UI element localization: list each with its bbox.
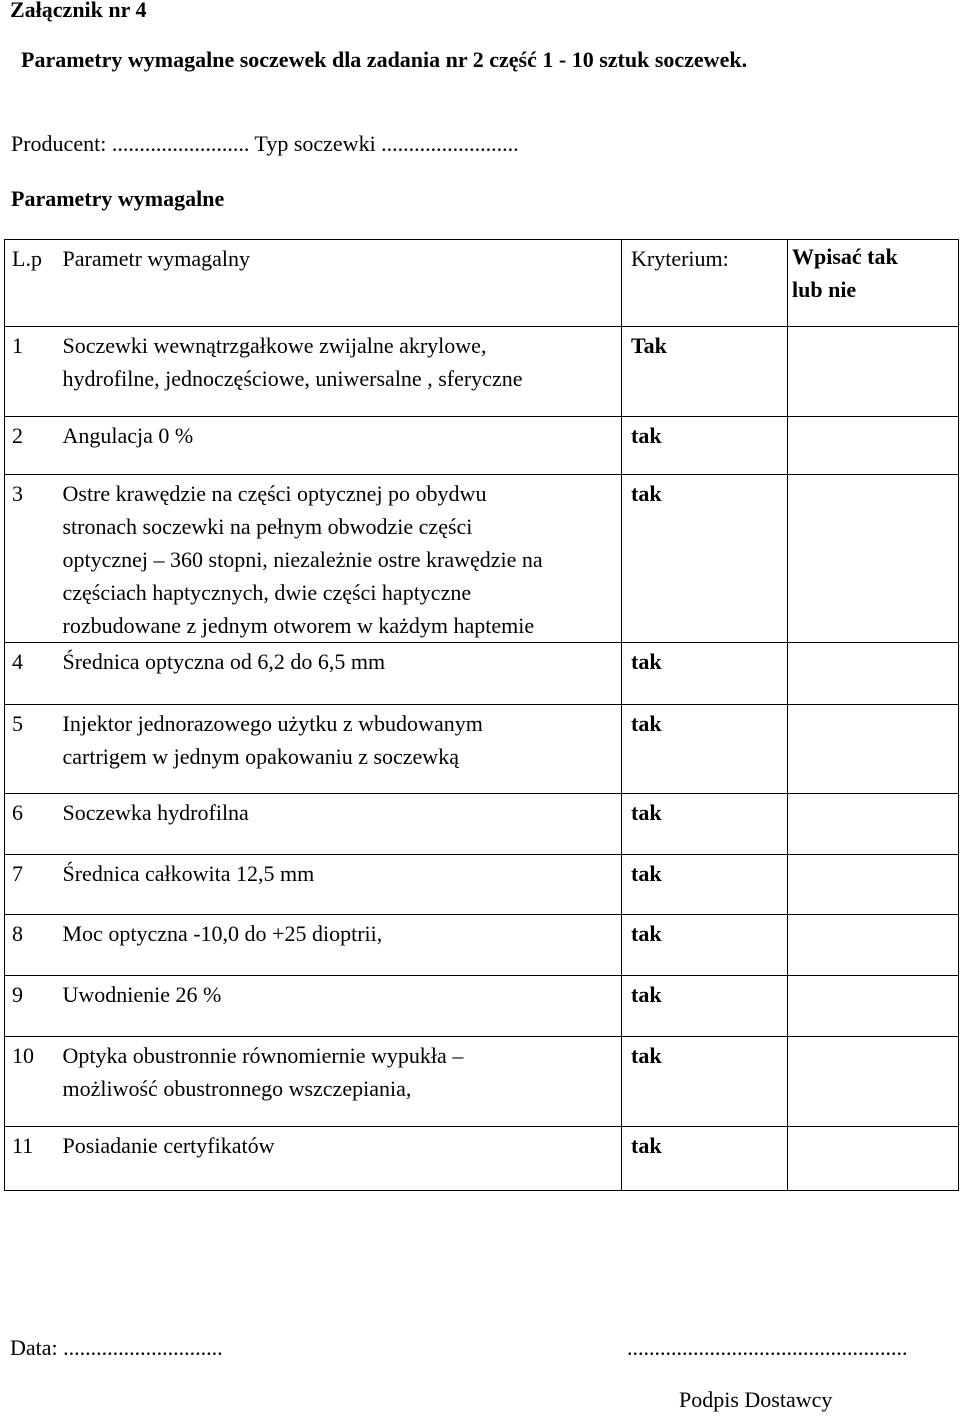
row-parameter — [55, 327, 622, 417]
row-number: 7 — [5, 855, 55, 915]
parameter-text-line: Optyka obustronnie równomiernie wypukła – — [62, 1043, 464, 1068]
parameter-text-line: Moc optyczna -10,0 do +25 dioptrii, — [62, 921, 383, 946]
table-row — [5, 1127, 959, 1191]
parameter-text-line: częściach haptycznych, dwie części haptyczne — [62, 580, 472, 605]
date-field: Data: ............................. — [10, 1335, 223, 1360]
parameters-table — [4, 239, 959, 1191]
parameters-heading: Parametry wymagalne — [11, 186, 225, 211]
row-parameter — [55, 915, 622, 976]
table-row — [5, 417, 959, 475]
row-criterion: tak — [622, 475, 788, 643]
header-criterion: Kryterium: — [622, 240, 788, 327]
row-answer-cell[interactable] — [788, 327, 959, 417]
row-answer-cell[interactable] — [788, 643, 959, 705]
row-criterion: tak — [622, 643, 788, 705]
row-criterion: tak — [622, 1037, 788, 1127]
row-criterion: tak — [622, 417, 788, 475]
row-criterion: tak — [622, 976, 788, 1037]
table-row — [5, 475, 959, 643]
row-answer-cell[interactable] — [788, 1127, 959, 1191]
row-criterion: tak — [622, 705, 788, 794]
header-lp: L.p — [5, 240, 55, 327]
table-row — [5, 915, 959, 976]
parameter-text-line: Uwodnienie 26 % — [62, 982, 222, 1007]
header-input-line2: lub nie — [792, 277, 857, 302]
parameter-text-line: stronach soczewki na pełnym obwodzie części — [62, 514, 473, 539]
row-answer-cell[interactable] — [788, 794, 959, 855]
row-number: 6 — [5, 794, 55, 855]
row-parameter — [55, 705, 622, 794]
row-number: 9 — [5, 976, 55, 1037]
row-number: 2 — [5, 417, 55, 475]
row-number: 4 — [5, 643, 55, 705]
parameter-text-line: Posiadanie certyfikatów — [62, 1133, 275, 1158]
parameter-text-line: hydrofilne, jednoczęściowe, uniwersalne , sferyczne — [62, 366, 523, 391]
header-parameter: Parametr wymagalny — [55, 240, 622, 327]
annex-title: Załącznik nr 4 — [10, 0, 147, 22]
row-criterion: tak — [622, 1127, 788, 1191]
row-criterion: tak — [622, 915, 788, 976]
row-number: 11 — [5, 1127, 55, 1191]
row-parameter — [55, 794, 622, 855]
row-answer-cell[interactable] — [788, 1037, 959, 1127]
row-answer-cell[interactable] — [788, 976, 959, 1037]
row-parameter — [55, 976, 622, 1037]
parameter-text-line: Injektor jednorazowego użytku z wbudowanym — [62, 711, 483, 736]
table-row — [5, 705, 959, 794]
table-row — [5, 1037, 959, 1127]
parameter-text-line: optycznej – 360 stopni, niezależnie ostre krawędzie na — [62, 547, 543, 572]
document-title: Parametry wymagalne soczewek dla zadania nr 2 część 1 - 10 sztuk soczewek. — [21, 47, 748, 72]
table-header-row — [5, 240, 959, 327]
row-answer-cell[interactable] — [788, 417, 959, 475]
row-number: 1 — [5, 327, 55, 417]
row-parameter — [55, 855, 622, 915]
table-row — [5, 327, 959, 417]
row-number: 8 — [5, 915, 55, 976]
row-criterion: tak — [622, 794, 788, 855]
table-row — [5, 794, 959, 855]
signature-label: Podpis Dostawcy — [679, 1387, 833, 1412]
table-row — [5, 976, 959, 1037]
row-number: 5 — [5, 705, 55, 794]
parameter-text-line: Średnica optyczna od 6,2 do 6,5 mm — [62, 649, 386, 674]
row-answer-cell[interactable] — [788, 705, 959, 794]
row-parameter — [55, 643, 622, 705]
row-parameter — [55, 1127, 622, 1191]
row-answer-cell[interactable] — [788, 855, 959, 915]
signature-line: ................................................... — [627, 1335, 908, 1360]
parameter-text-line: rozbudowane z jednym otworem w każdym haptemie — [62, 613, 535, 638]
row-criterion: tak — [622, 855, 788, 915]
table-row — [5, 643, 959, 705]
row-parameter — [55, 1037, 622, 1127]
header-input — [788, 240, 959, 327]
parameter-text-line: Ostre krawędzie na części optycznej po obydwu — [62, 481, 487, 506]
row-parameter — [55, 475, 622, 643]
row-parameter — [55, 417, 622, 475]
parameter-text-line: Średnica całkowita 12,5 mm — [62, 861, 315, 886]
row-criterion: Tak — [622, 327, 788, 417]
parameter-text-line: cartrigem w jednym opakowaniu z soczewką — [62, 744, 459, 769]
parameter-text-line: Angulacja 0 % — [62, 423, 194, 448]
row-answer-cell[interactable] — [788, 915, 959, 976]
table-row — [5, 855, 959, 915]
parameter-text-line: Soczewka hydrofilna — [62, 800, 249, 825]
row-answer-cell[interactable] — [788, 475, 959, 643]
header-input-line1: Wpisać tak — [792, 244, 898, 269]
parameter-text-line: Soczewki wewnątrzgałkowe zwijalne akrylowe, — [62, 333, 487, 358]
parameter-text-line: możliwość obustronnego wszczepiania, — [62, 1076, 412, 1101]
producer-line: Producent: ......................... Typ soczewki ......................... — [11, 131, 519, 156]
row-number: 3 — [5, 475, 55, 643]
row-number: 10 — [5, 1037, 55, 1127]
